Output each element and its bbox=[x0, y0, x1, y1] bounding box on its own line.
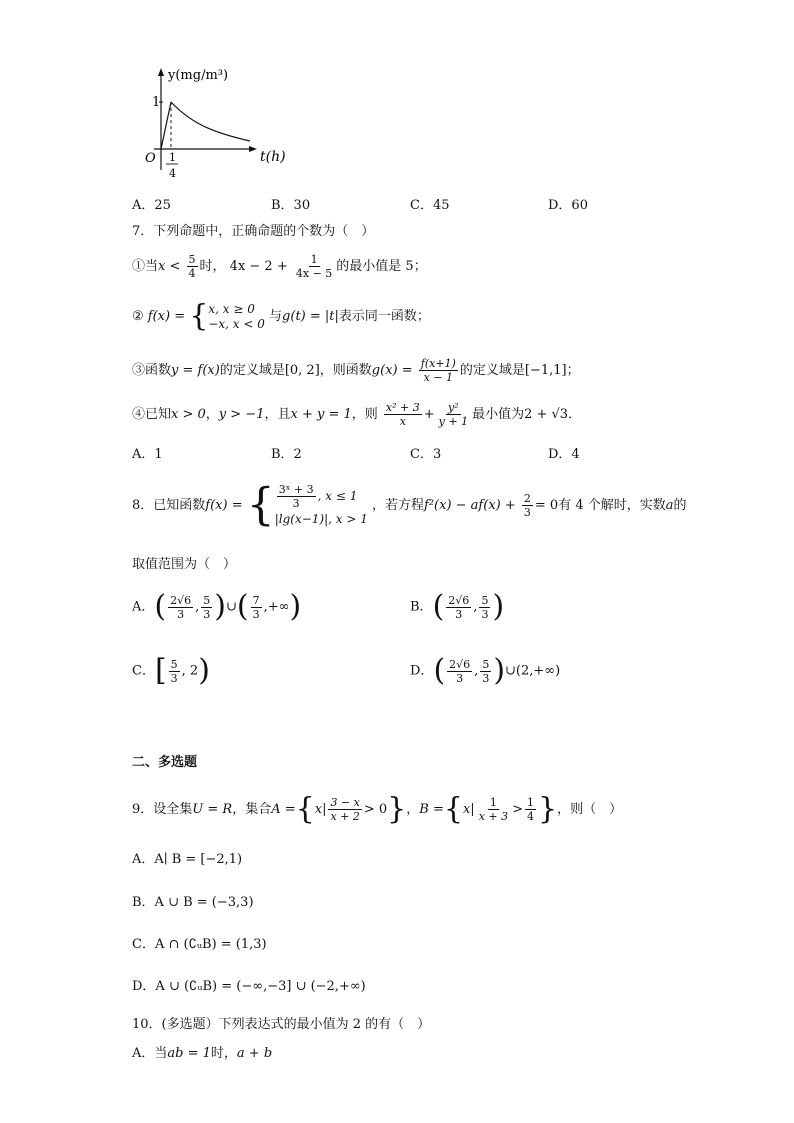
q9-option-d: D．A ∪ (∁ᵤB) = (−∞,−3] ∪ (−2,+∞) bbox=[132, 979, 366, 994]
q10-stem: 10．(多选题）下列表达式的最小值为 2 的有（ ） bbox=[132, 1017, 431, 1032]
q9-option-a: A．A∣ B = [−2,1) bbox=[132, 852, 243, 867]
origin-label: O bbox=[145, 151, 156, 166]
rise-segment bbox=[161, 102, 171, 149]
q8-option-b: B．( $\frac{2√6}{3}$ , $\frac{5}{3}$ ) bbox=[410, 589, 505, 624]
q7-option-d: D．4 bbox=[548, 447, 580, 462]
q7-option-b: B．2 bbox=[271, 447, 302, 462]
q7-statement-2: ② f(x) = { x, x ≥ 0 −x, x < 0 与g(t) = |t|表示同一函数； bbox=[132, 298, 430, 334]
q8-option-d: D．( $\frac{2√6}{3}$ , $\frac{5}{3}$ )∪(2,+∞) bbox=[410, 653, 561, 688]
q7-option-a: A．1 bbox=[132, 447, 163, 462]
decay-curve bbox=[171, 102, 250, 141]
decay-graph bbox=[130, 60, 300, 185]
x-tick-num: 1 bbox=[169, 151, 176, 164]
y-axis-arrow bbox=[158, 68, 164, 76]
q7-statement-4: ④已知x > 0，y > −1，且x + y = 1，则 $\frac{\text{x² + 3}}{x}$ + $\frac{\text{y²}}{y + 1}$ 最小值为2 + √3． bbox=[132, 401, 582, 428]
x-axis-arrow bbox=[249, 146, 257, 152]
q7-statement-1: ①当x < $\frac{5}{4}$ 时， 4x − 2 + $\frac{1}{4x - 5}$ 的最小值是 5； bbox=[132, 253, 427, 280]
section-heading-multiple-choice: 二、多选题 bbox=[132, 755, 198, 770]
y-tick-label: 1 bbox=[152, 95, 161, 110]
x-axis-label: t(h) bbox=[260, 149, 286, 165]
q8-stem: 8．已知函数f(x) = { $\frac{\text{3ˣ + 3}}{3}$ , x ≤ 1 |lg(x−1)|, x > 1 ，若方程f²(x) − af(x) + $\frac{2}{3}$ = 0有 4 个解时，实数a的 bbox=[132, 479, 687, 531]
q6-option-a: A．25 bbox=[132, 198, 171, 213]
q9-stem: 9．设全集U = R，集合A ={x| $\frac{3 - x}{x + 2}$ > 0}，B ={x| $\frac{1}{x + 3}$ > $\frac{1}{4}$ }，则（ ） bbox=[132, 791, 623, 827]
q6-option-b: B．30 bbox=[271, 198, 311, 213]
q7-option-c: C．3 bbox=[410, 447, 442, 462]
q9-option-c: C．A ∩ (∁ᵤB) = (1,3) bbox=[132, 937, 267, 952]
q10-option-a: A．当ab = 1时，a + b bbox=[132, 1046, 273, 1061]
q8-option-a: A．( $\frac{2√6}{3}$ , $\frac{5}{3}$ )∪( $\frac{7}{3}$ ,+∞) bbox=[132, 589, 302, 624]
q8-stem-line2: 取值范围为（ ） bbox=[132, 557, 237, 572]
q6-option-c: C．45 bbox=[410, 198, 450, 213]
q6-option-d: D．60 bbox=[548, 198, 588, 213]
y-axis-label: y(mg/m³) bbox=[168, 68, 229, 83]
x-tick-den: 4 bbox=[169, 167, 176, 180]
q7-statement-3: ③函数y = f(x)的定义域是[0, 2]，则函数g(x) = $\frac{f(x+1)}{x - 1}$ 的定义域是[−1,1]； bbox=[132, 357, 580, 384]
q8-option-c: C．[ $\frac{5}{3}$ , 2) bbox=[132, 653, 210, 688]
q7-stem: 7．下列命题中，正确命题的个数为（ ） bbox=[132, 224, 375, 239]
q9-option-b: B．A ∪ B = (−3,3) bbox=[132, 895, 254, 910]
